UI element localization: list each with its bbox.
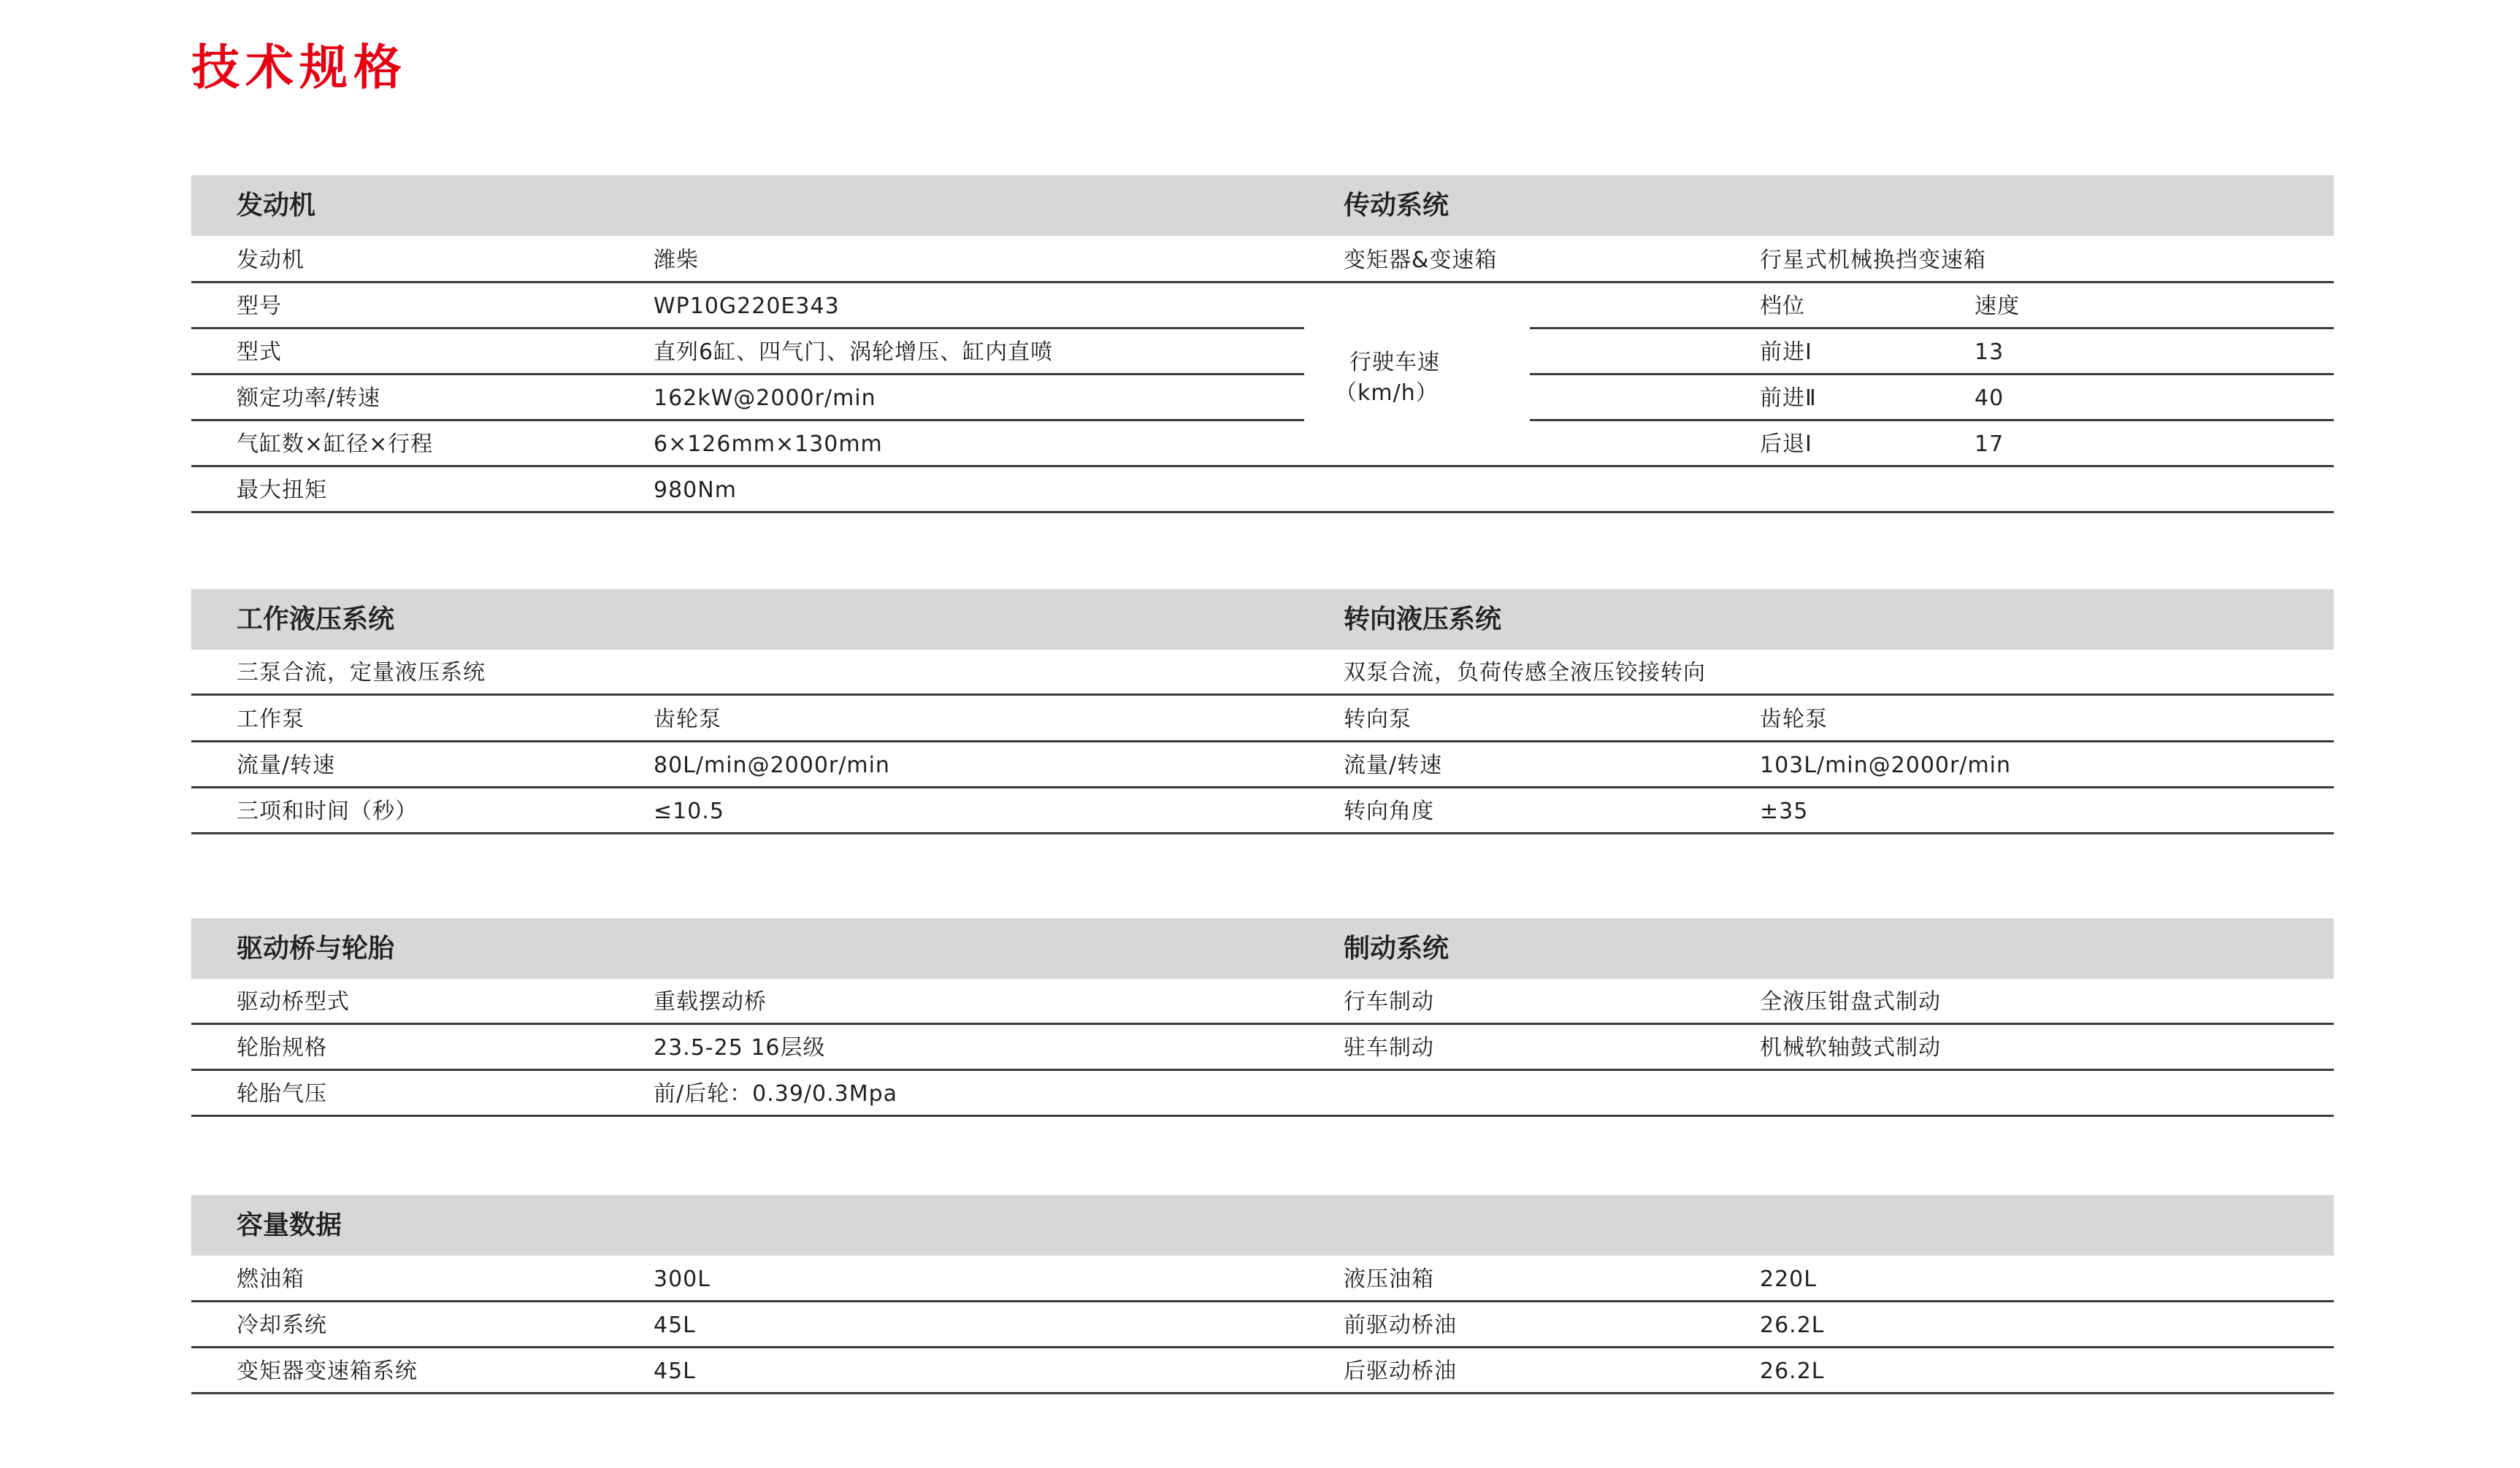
engine-heading: 发动机	[237, 191, 316, 220]
work-pump-value: 齿轮泵	[654, 707, 721, 732]
capacity-heading: 容量数据	[237, 1210, 342, 1240]
section-band-engine-transmission	[191, 175, 2334, 236]
engine-type-value: 直列6缸、四气门、涡轮增压、缸内直喷	[654, 339, 1054, 365]
engine-type-label: 型式	[237, 339, 282, 365]
hydraulic-tank-value: 220L	[1760, 1267, 1817, 1292]
work-flow-label: 流量/转速	[237, 753, 336, 778]
engine-value: 潍柴	[654, 247, 699, 273]
speed-forward-2: 40	[1975, 385, 2004, 411]
parking-brake-label: 驻车制动	[1344, 1035, 1434, 1061]
row-divider	[191, 465, 2334, 467]
gear-header: 档位	[1760, 293, 1805, 319]
brakes-heading: 制动系统	[1344, 934, 1449, 964]
service-brake-value: 全液压钳盘式制动	[1760, 989, 1941, 1015]
row-divider	[191, 1346, 2334, 1348]
work-flow-value: 80L/min@2000r/min	[654, 753, 890, 778]
section-bottom-rule	[191, 1392, 2334, 1394]
row-divider	[191, 740, 2334, 742]
axle-type-value: 重载摆动桥	[654, 989, 767, 1015]
work-hydraulics-description: 三泵合流，定量液压系统	[237, 660, 486, 685]
cycle-time-value: ≤10.5	[654, 799, 724, 824]
speed-label: 行驶车速	[1349, 350, 1440, 375]
speed-reverse-1: 17	[1975, 431, 2004, 457]
section-bottom-rule	[191, 832, 2334, 834]
service-brake-label: 行车制动	[1344, 989, 1434, 1015]
cycle-time-label: 三项和时间（秒）	[237, 799, 418, 824]
engine-cylinder-value: 6×126mm×130mm	[654, 431, 883, 457]
engine-cylinder-label: 气缸数×缸径×行程	[237, 431, 434, 457]
fuel-tank-value: 300L	[654, 1267, 711, 1292]
cooling-system-label: 冷却系统	[237, 1313, 327, 1338]
gear-forward-1: 前进Ⅰ	[1760, 339, 1812, 365]
gear-reverse-1: 后退Ⅰ	[1760, 431, 1812, 457]
converter-system-value: 45L	[654, 1359, 696, 1384]
rear-axle-oil-label: 后驱动桥油	[1344, 1359, 1457, 1384]
steering-hydraulics-description: 双泵合流，负荷传感全液压铰接转向	[1344, 660, 1706, 685]
tire-spec-label: 轮胎规格	[237, 1035, 327, 1061]
row-divider	[191, 327, 1304, 329]
section-band-axles-brakes	[191, 918, 2334, 979]
row-divider	[191, 1023, 2334, 1025]
page-title: 技术规格	[191, 39, 407, 96]
parking-brake-value: 机械软轴鼓式制动	[1760, 1035, 1941, 1061]
front-axle-oil-label: 前驱动桥油	[1344, 1313, 1457, 1338]
engine-model-label: 型号	[237, 293, 282, 319]
engine-label: 发动机	[237, 247, 305, 273]
steering-hydraulics-heading: 转向液压系统	[1344, 604, 1502, 634]
work-hydraulics-heading: 工作液压系统	[237, 604, 395, 634]
speed-unit: （km/h）	[1335, 380, 1439, 406]
steering-angle-value: ±35	[1760, 799, 1809, 824]
speed-header: 速度	[1975, 293, 2020, 319]
steering-pump-value: 齿轮泵	[1760, 707, 1828, 732]
row-divider	[1530, 419, 2334, 421]
work-pump-label: 工作泵	[237, 707, 305, 732]
tire-pressure-value: 前/后轮：0.39/0.3Mpa	[654, 1081, 898, 1107]
cooling-system-value: 45L	[654, 1313, 696, 1338]
converter-label: 变矩器&变速箱	[1344, 247, 1498, 273]
section-band-hydraulics	[191, 589, 2334, 650]
fuel-tank-label: 燃油箱	[237, 1267, 305, 1292]
row-divider	[191, 693, 2334, 696]
gear-forward-2: 前进Ⅱ	[1760, 385, 1817, 411]
steering-flow-label: 流量/转速	[1344, 753, 1443, 778]
engine-torque-value: 980Nm	[654, 477, 737, 503]
row-divider	[1530, 373, 2334, 375]
tire-pressure-label: 轮胎气压	[237, 1081, 327, 1107]
steering-flow-value: 103L/min@2000r/min	[1760, 753, 2012, 778]
row-divider	[191, 1300, 2334, 1302]
hydraulic-tank-label: 液压油箱	[1344, 1267, 1434, 1292]
row-divider	[191, 373, 1304, 375]
row-divider	[1304, 281, 2334, 283]
row-divider	[1530, 327, 2334, 329]
section-bottom-rule	[191, 1115, 2334, 1117]
tire-spec-value: 23.5-25 16层级	[654, 1035, 826, 1061]
steering-pump-label: 转向泵	[1344, 707, 1412, 732]
row-divider	[191, 419, 1304, 421]
axle-type-label: 驱动桥型式	[237, 989, 350, 1015]
engine-power-label: 额定功率/转速	[237, 385, 381, 411]
rear-axle-oil-value: 26.2L	[1760, 1359, 1825, 1384]
engine-power-value: 162kW@2000r/min	[654, 385, 876, 411]
converter-system-label: 变矩器变速箱系统	[237, 1359, 418, 1384]
speed-forward-1: 13	[1975, 339, 2004, 365]
engine-model-value: WP10G220E343	[654, 293, 840, 319]
steering-angle-label: 转向角度	[1344, 799, 1434, 824]
section-bottom-rule	[191, 511, 2334, 513]
row-divider	[191, 281, 1304, 283]
row-divider	[191, 1069, 2334, 1071]
converter-value: 行星式机械换挡变速箱	[1760, 247, 1986, 273]
front-axle-oil-value: 26.2L	[1760, 1313, 1825, 1338]
axles-tires-heading: 驱动桥与轮胎	[237, 934, 395, 964]
row-divider	[191, 786, 2334, 788]
transmission-heading: 传动系统	[1344, 191, 1449, 220]
engine-torque-label: 最大扭矩	[237, 477, 327, 503]
section-band-capacity	[191, 1195, 2334, 1256]
